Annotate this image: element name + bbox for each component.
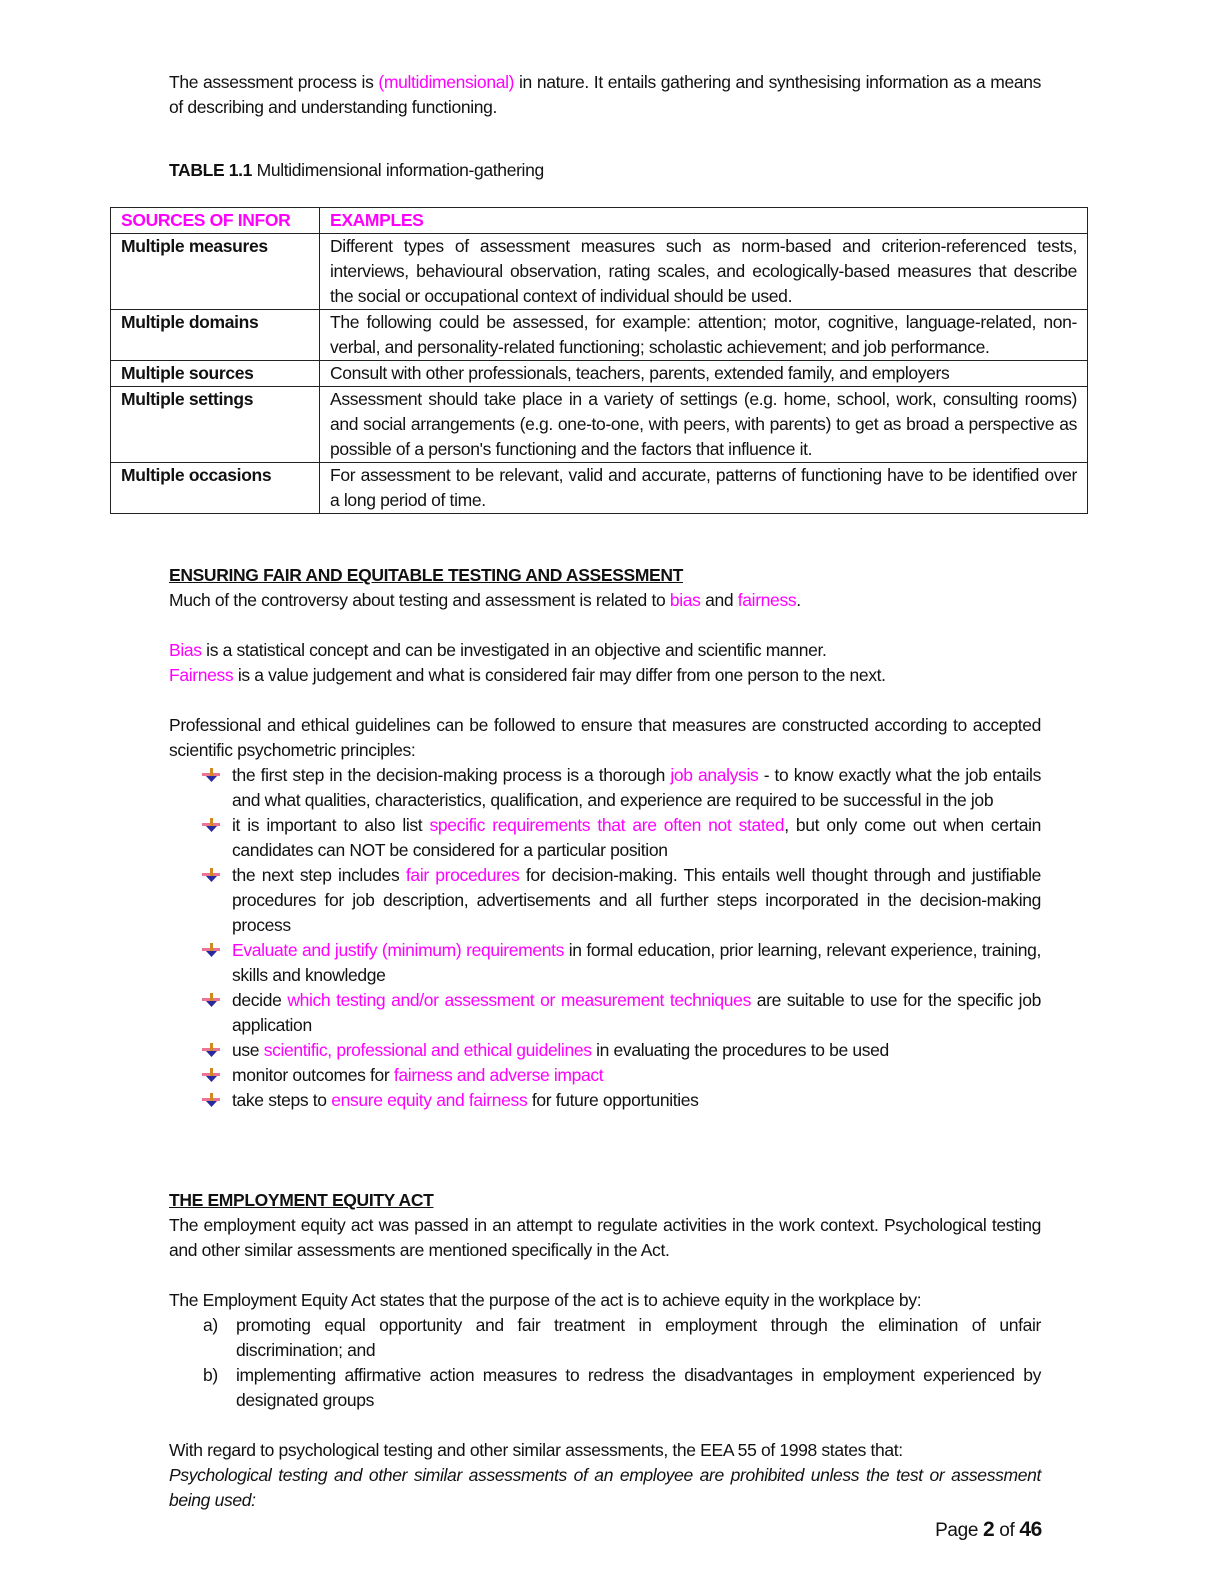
table-row bbox=[111, 463, 1088, 514]
page-number bbox=[935, 1518, 1042, 1542]
example-cell: Different types of assessment measures such as norm-based and criterion-referenced tests, interviews, behavioural observation, rating scales, and ecologically-based measures that describe the social or occupational context of individual should be used. bbox=[320, 234, 1088, 310]
text-segment: in formal education, prior learning, relevant experience, training, skills and knowledge bbox=[232, 940, 1041, 985]
eea-testing-paragraph: With regard to psychological testing and other similar assessments, the EEA 55 of 1998 states that: bbox=[169, 1440, 903, 1460]
list-text: promoting equal opportunity and fair treatment in employment through the elimination of unfair discrimination; and bbox=[236, 1315, 1041, 1360]
text-segment: Much of the controversy about testing and assessment is related to bbox=[169, 590, 670, 610]
table-caption bbox=[169, 158, 1041, 183]
bullet-item bbox=[169, 1063, 1041, 1088]
text-segment: for future opportunities bbox=[527, 1090, 699, 1110]
highlighted-term: fairness bbox=[737, 590, 797, 610]
table-row bbox=[111, 361, 1088, 387]
current-page: 2 bbox=[982, 1518, 995, 1541]
fairness-paragraph bbox=[169, 663, 1041, 688]
arrow-down-bullet-icon bbox=[202, 818, 220, 832]
arrow-down-bullet-icon bbox=[202, 943, 220, 957]
text-segment: take steps to bbox=[232, 1090, 332, 1110]
intro-paragraph bbox=[169, 70, 1041, 120]
highlighted-term: job analysis bbox=[670, 765, 759, 785]
highlighted-term: Evaluate and justify (minimum) requirements bbox=[232, 940, 565, 960]
fair-section bbox=[169, 563, 1041, 1113]
guidelines-list bbox=[169, 763, 1041, 1113]
bullet-item bbox=[169, 863, 1041, 938]
table-row bbox=[111, 310, 1088, 361]
eea-section bbox=[169, 1188, 1041, 1513]
bullet-item bbox=[169, 813, 1041, 863]
multidimensional-table bbox=[110, 207, 1088, 514]
highlighted-term: bias bbox=[669, 590, 701, 610]
text-segment: . bbox=[796, 590, 801, 610]
table-caption-title: Multidimensional information-gathering bbox=[252, 160, 544, 180]
arrow-down-bullet-icon bbox=[202, 868, 220, 882]
text-segment: the next step includes bbox=[232, 865, 406, 885]
section-heading-fair: ENSURING FAIR AND EQUITABLE TESTING AND ASSESSMENT bbox=[169, 565, 684, 585]
guidelines-paragraph bbox=[169, 713, 1041, 763]
source-cell: Multiple sources bbox=[111, 361, 320, 387]
list-item bbox=[169, 1313, 1041, 1363]
text-segment: , but only come out when certain candidates can NOT be considered for a particular position bbox=[232, 815, 1041, 860]
text-segment: are suitable to use for the specific job application bbox=[232, 990, 1041, 1035]
highlighted-term: which testing and/or assessment or measurement techniques bbox=[287, 990, 751, 1010]
bias-paragraph bbox=[169, 638, 1041, 663]
list-label: a) bbox=[203, 1315, 218, 1335]
source-cell: Multiple measures bbox=[111, 234, 320, 310]
text-segment: Professional and ethical guidelines can be followed to ensure that measures are constructed according to accepted scientific psychometric principles: bbox=[169, 715, 1041, 760]
highlighted-term: Bias bbox=[169, 640, 202, 660]
header-sources: SOURCES OF INFOR bbox=[111, 208, 320, 234]
bullet-item bbox=[169, 988, 1041, 1038]
source-cell: Multiple occasions bbox=[111, 463, 320, 514]
bullet-item bbox=[169, 1088, 1041, 1113]
text-segment: use bbox=[232, 1040, 264, 1060]
text-segment: in evaluating the procedures to be used bbox=[591, 1040, 889, 1060]
text-segment: it is important to also list bbox=[232, 815, 430, 835]
bullet-item bbox=[169, 763, 1041, 813]
example-cell: Assessment should take place in a variety of settings (e.g. home, school, work, consulting rooms) and social arrangements (e.g. one-to-one, with peers, with parents) to get as broad a perspective as possible of a person's functioning and the factors that influence it. bbox=[320, 387, 1088, 463]
page-of: of bbox=[994, 1520, 1020, 1541]
table-header-row bbox=[111, 208, 1088, 234]
highlighted-term: ensure equity and fairness bbox=[331, 1090, 528, 1110]
eea-quote: Psychological testing and other similar assessments of an employee are prohibited unless the test or assessment being used: bbox=[169, 1465, 1041, 1510]
text-segment: in nature. It entails gathering and synthesising information as a means of describing and understanding functioning. bbox=[169, 72, 1041, 117]
list-label: b) bbox=[203, 1365, 218, 1385]
text-segment: - to know exactly what the job entails and what qualities, characteristics, qualification, and experience are required to be successful in the job bbox=[232, 765, 1041, 810]
text-segment: monitor outcomes for bbox=[232, 1065, 394, 1085]
text-segment: decide bbox=[232, 990, 288, 1010]
eea-paragraph: The employment equity act was passed in an attempt to regulate activities in the work context. Psychological testing and other similar assessments are mentioned specifically in the Act. bbox=[169, 1215, 1041, 1260]
bullet-item bbox=[169, 1038, 1041, 1063]
highlighted-term: fairness and adverse impact bbox=[393, 1065, 604, 1085]
text-segment: is a statistical concept and can be investigated in an objective and scientific manner. bbox=[201, 640, 827, 660]
text-segment: for decision-making. This entails well thought through and justifiable procedures for job description, advertisements and all further steps incorporated in the decision-making process bbox=[232, 865, 1041, 935]
text-segment: The assessment process is bbox=[169, 72, 379, 92]
arrow-down-bullet-icon bbox=[202, 1043, 220, 1057]
table-row bbox=[111, 387, 1088, 463]
arrow-down-bullet-icon bbox=[202, 1068, 220, 1082]
eea-purpose-list bbox=[169, 1313, 1041, 1413]
arrow-down-bullet-icon bbox=[202, 1093, 220, 1107]
source-cell: Multiple settings bbox=[111, 387, 320, 463]
highlighted-term: specific requirements that are often not stated bbox=[429, 815, 785, 835]
highlighted-term: scientific, professional and ethical guidelines bbox=[263, 1040, 592, 1060]
header-examples: EXAMPLES bbox=[320, 208, 1088, 234]
table-row bbox=[111, 234, 1088, 310]
arrow-down-bullet-icon bbox=[202, 768, 220, 782]
list-text: implementing affirmative action measures to redress the disadvantages in employment experienced by designated groups bbox=[236, 1365, 1041, 1410]
page-prefix: Page bbox=[935, 1520, 983, 1541]
highlighted-term: fair procedures bbox=[405, 865, 520, 885]
text-segment: and bbox=[700, 590, 738, 610]
highlighted-term: (multidimensional) bbox=[378, 72, 515, 92]
list-item bbox=[169, 1363, 1041, 1413]
bullet-item bbox=[169, 938, 1041, 988]
fair-paragraph bbox=[169, 588, 1041, 613]
total-pages: 46 bbox=[1019, 1518, 1042, 1541]
example-cell: Consult with other professionals, teachers, parents, extended family, and employers bbox=[320, 361, 1088, 387]
example-cell: The following could be assessed, for example: attention; motor, cognitive, language-related, non-verbal, and personality-related functioning; scholastic achievement; and job performance. bbox=[320, 310, 1088, 361]
source-cell: Multiple domains bbox=[111, 310, 320, 361]
text-segment: is a value judgement and what is considered fair may differ from one person to the next. bbox=[233, 665, 886, 685]
section-heading-eea: THE EMPLOYMENT EQUITY ACT bbox=[169, 1190, 434, 1210]
eea-purpose-paragraph: The Employment Equity Act states that the purpose of the act is to achieve equity in the workplace by: bbox=[169, 1290, 922, 1310]
table-caption-label: TABLE 1.1 bbox=[169, 160, 253, 180]
arrow-down-bullet-icon bbox=[202, 993, 220, 1007]
text-segment: the first step in the decision-making process is a thorough bbox=[232, 765, 671, 785]
example-cell: For assessment to be relevant, valid and accurate, patterns of functioning have to be identified over a long period of time. bbox=[320, 463, 1088, 514]
highlighted-term: Fairness bbox=[169, 665, 234, 685]
